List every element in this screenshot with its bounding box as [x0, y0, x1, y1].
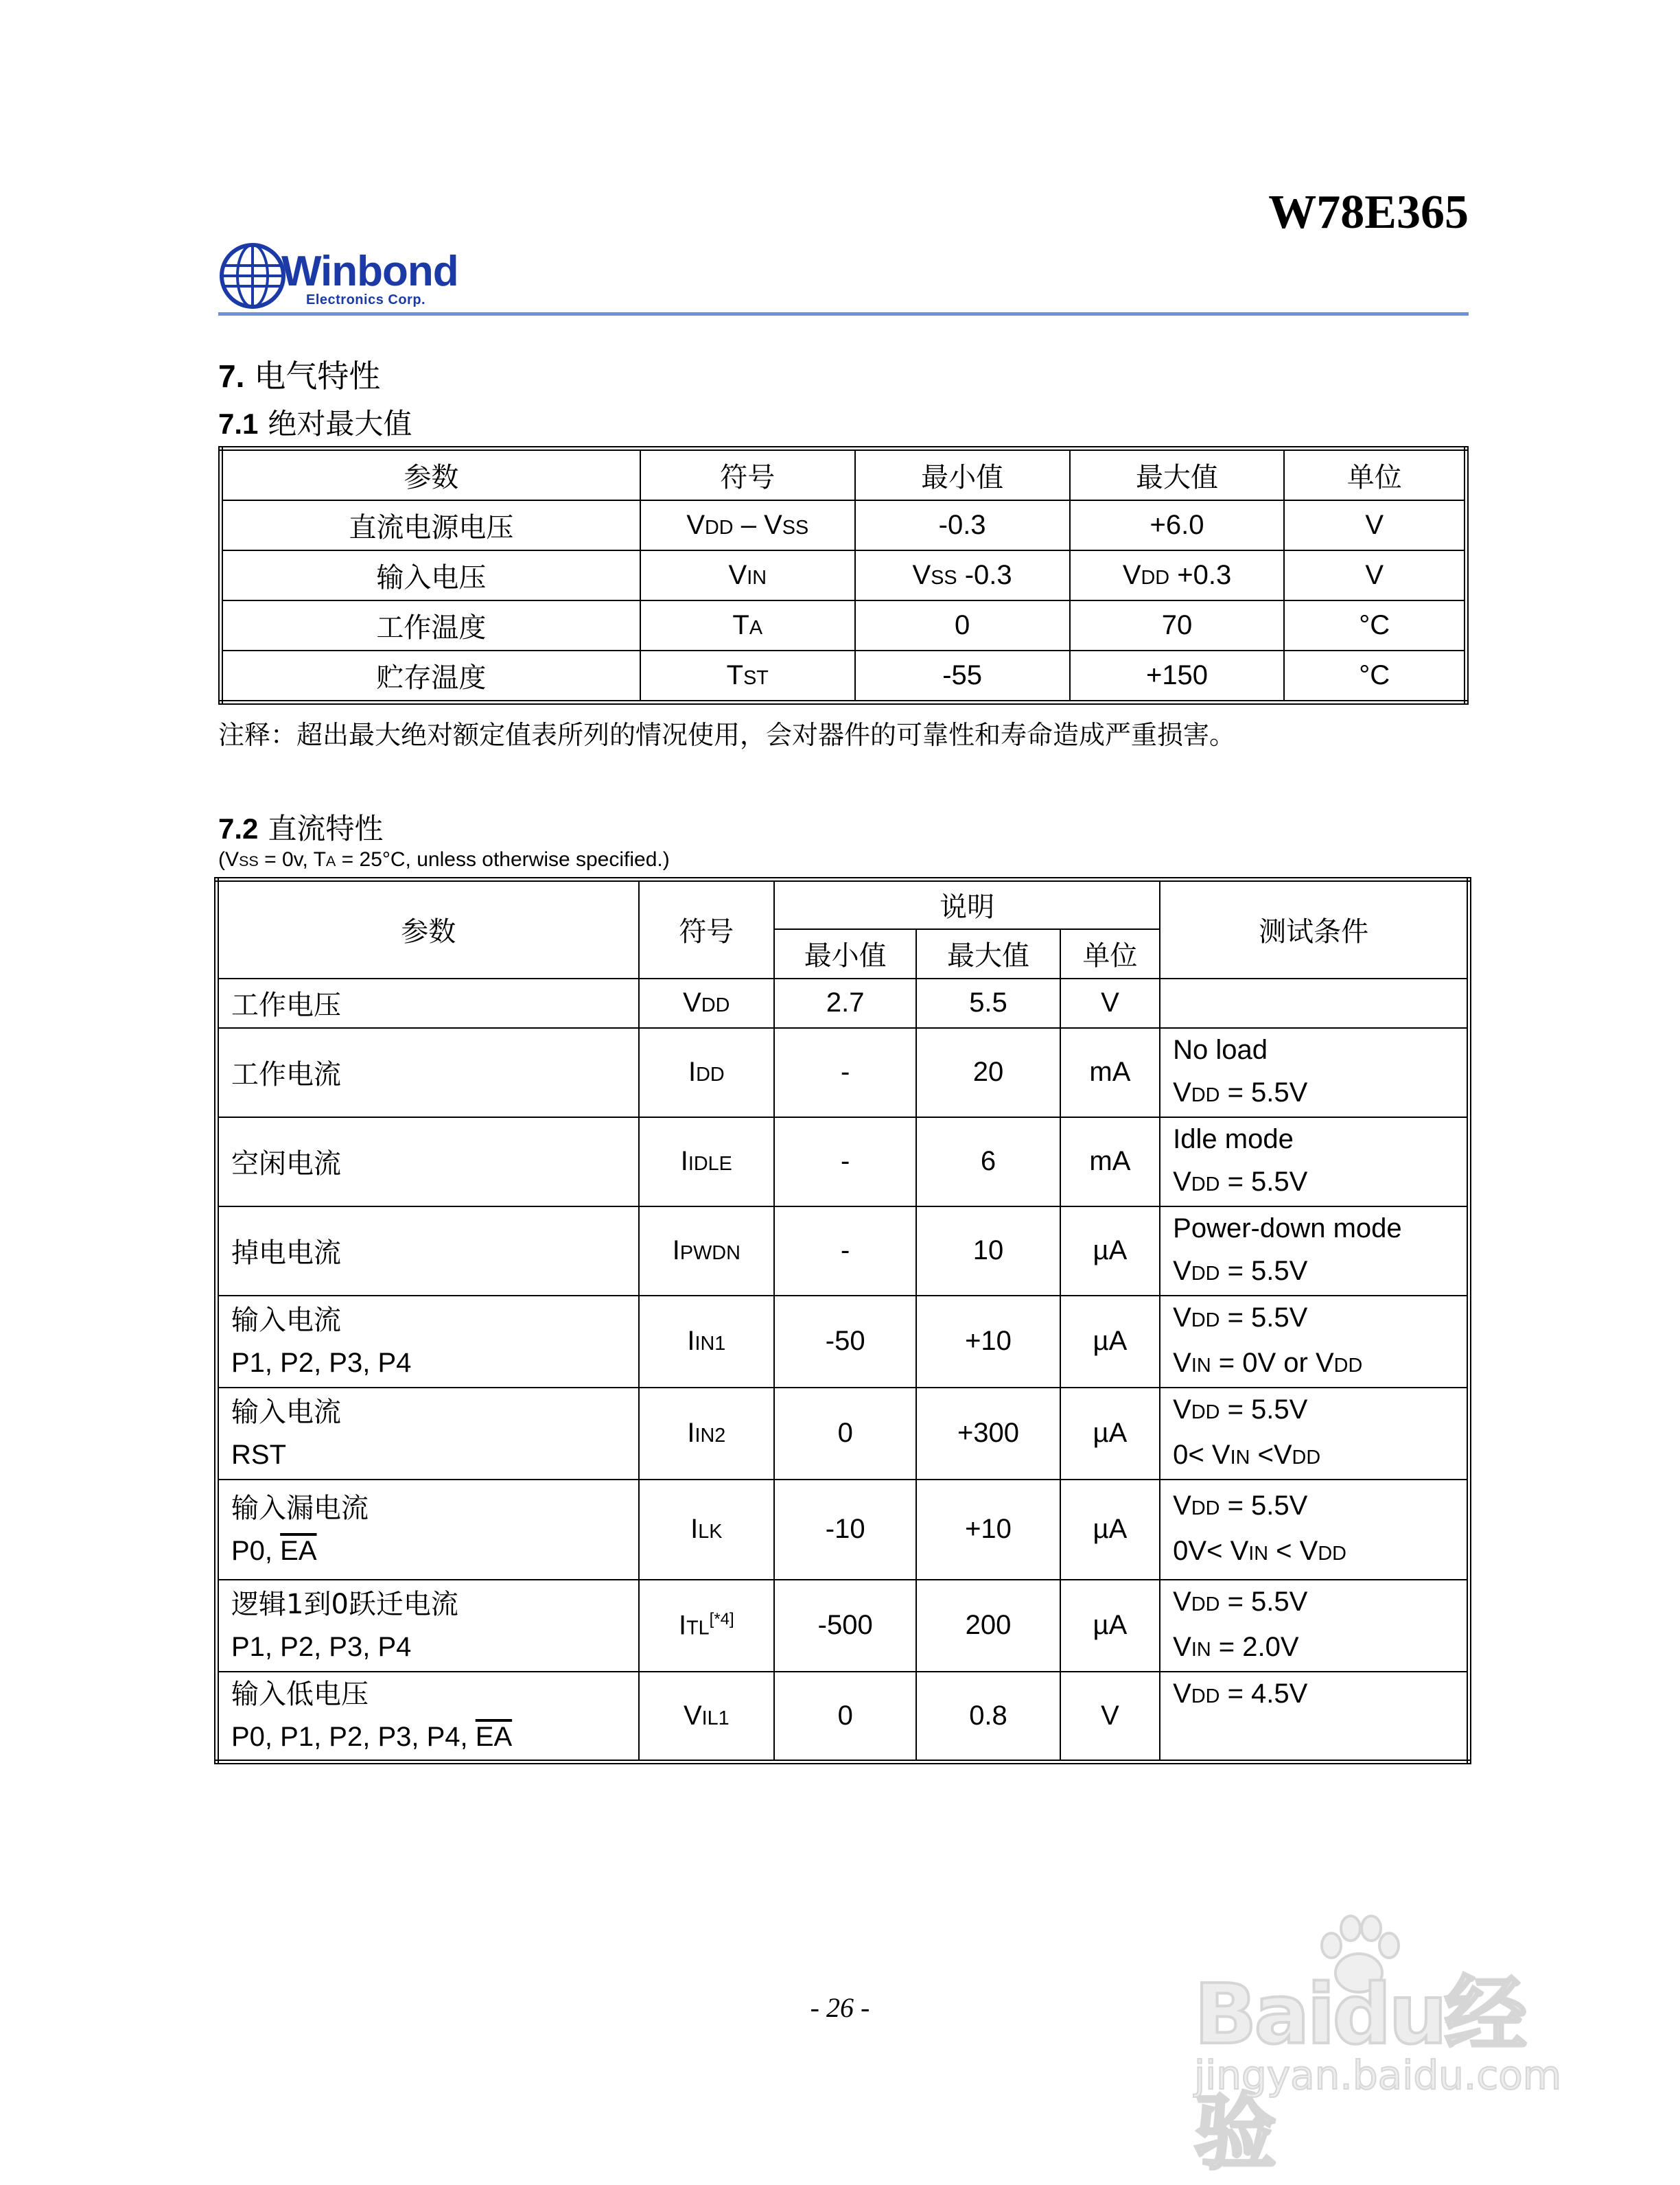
- min-cell: 2.7: [774, 979, 916, 1028]
- max-cell: 6: [916, 1117, 1060, 1206]
- max-cell: VDD +0.3: [1070, 550, 1285, 600]
- section-title: 电气特性: [254, 358, 381, 395]
- header-cell: 符号: [640, 449, 855, 501]
- test-cell: VDD = 5.5V VIN = 2.0V: [1160, 1580, 1469, 1672]
- max-cell: 5.5: [916, 979, 1060, 1028]
- table-row: [221, 600, 1467, 651]
- test-cell: No load VDD = 5.5V: [1160, 1028, 1469, 1117]
- min-cell: -500: [774, 1580, 916, 1672]
- param-cell: 输入电流 RST: [217, 1388, 639, 1480]
- watermark-url: jingyan.baidu.com: [1194, 2052, 1562, 2099]
- winbond-logo: [218, 240, 458, 312]
- min-cell: -10: [774, 1480, 916, 1580]
- logo-wordmark: Winbond: [281, 248, 458, 295]
- test-cell: VDD = 5.5V 0V< VIN < VDD: [1160, 1480, 1469, 1580]
- header-cell: 单位: [1284, 449, 1466, 501]
- min-cell: VSS -0.3: [855, 550, 1070, 600]
- table-note: 注释：超出最大绝对额定值表所列的情况使用，会对器件的可靠性和寿命造成严重损害。: [218, 720, 1236, 750]
- symbol-cell: VIN: [640, 550, 855, 600]
- param-cell: 输入低电压 P0, P1, P2, P3, P4, $\overline{EA}$: [217, 1672, 639, 1762]
- unit-cell: V: [1060, 979, 1160, 1028]
- max-cell: 20: [916, 1028, 1060, 1117]
- logo-subtitle: Electronics Corp.: [306, 292, 426, 307]
- table-header-row: [221, 449, 1467, 501]
- test-cell: Power-down mode VDD = 5.5V: [1160, 1206, 1469, 1296]
- table-row: [217, 979, 1469, 1028]
- test-cell: VDD = 4.5V: [1160, 1672, 1469, 1762]
- min-cell: -: [774, 1117, 916, 1206]
- symbol-cell: IDD: [639, 1028, 774, 1117]
- table-row: [217, 1580, 1469, 1672]
- section-title: 绝对最大值: [268, 407, 412, 441]
- symbol-cell: VDD – VSS: [640, 500, 855, 550]
- max-cell: 10: [916, 1206, 1060, 1296]
- table-row: [217, 1117, 1469, 1206]
- max-cell: +150: [1070, 651, 1285, 703]
- symbol-cell: IIN1: [639, 1296, 774, 1388]
- symbol-cell: VIL1: [639, 1672, 774, 1762]
- min-cell: 0: [774, 1388, 916, 1480]
- min-cell: -: [774, 1028, 916, 1117]
- section-number: 7.2: [218, 813, 259, 845]
- table-header-row: [217, 880, 1469, 929]
- table-row: [217, 1296, 1469, 1388]
- min-cell: -50: [774, 1296, 916, 1388]
- header-rule: [218, 312, 1469, 316]
- table-row: [217, 1480, 1469, 1580]
- table-row: [221, 550, 1467, 600]
- symbol-cell: IIDLE: [639, 1117, 774, 1206]
- table-row: [217, 1672, 1469, 1762]
- section-title: 直流特性: [268, 812, 384, 845]
- globe-icon: [218, 242, 287, 310]
- ea-overline: $\overline{EA}$: [475, 1722, 513, 1753]
- max-cell: +10: [916, 1296, 1060, 1388]
- symbol-cell: TA: [640, 600, 855, 651]
- unit-cell: V: [1060, 1672, 1160, 1762]
- unit-cell: µA: [1060, 1206, 1160, 1296]
- table-row: [217, 1388, 1469, 1480]
- unit-cell: °C: [1284, 651, 1466, 703]
- max-cell: +6.0: [1070, 500, 1285, 550]
- param-cell: 直流电源电压: [221, 500, 640, 550]
- header-cell: 参数: [217, 880, 639, 979]
- param-cell: 工作温度: [221, 600, 640, 651]
- min-cell: -0.3: [855, 500, 1070, 550]
- unit-cell: mA: [1060, 1117, 1160, 1206]
- param-cell: 输入电压: [221, 550, 640, 600]
- header-cell: 最大值: [1070, 449, 1285, 501]
- max-cell: +10: [916, 1480, 1060, 1580]
- min-cell: 0: [855, 600, 1070, 651]
- baidu-watermark: [1180, 1908, 1592, 2181]
- symbol-cell: IPWDN: [639, 1206, 774, 1296]
- param-cell: 工作电流: [217, 1028, 639, 1117]
- header-cell: 最小值: [774, 929, 916, 979]
- unit-cell: V: [1284, 500, 1466, 550]
- unit-cell: °C: [1284, 600, 1466, 651]
- table-row: [221, 500, 1467, 550]
- header-cell: 参数: [221, 449, 640, 501]
- watermark-text: Baidu经验: [1194, 1967, 1524, 2181]
- header-cell: 最大值: [916, 929, 1060, 979]
- page-number: - 26 -: [810, 1992, 870, 2023]
- ea-overline: $\overline{EA}$: [280, 1535, 317, 1566]
- test-cell: Idle mode VDD = 5.5V: [1160, 1117, 1469, 1206]
- header-cell: 单位: [1060, 929, 1160, 979]
- table-row: [217, 1028, 1469, 1117]
- max-cell: 0.8: [916, 1672, 1060, 1762]
- document-title: W78E365: [1268, 186, 1469, 239]
- max-cell: +300: [916, 1388, 1060, 1480]
- max-cell: 200: [916, 1580, 1060, 1672]
- param-cell: 输入电流 P1, P2, P3, P4: [217, 1296, 639, 1388]
- header-cell: 最小值: [855, 449, 1070, 501]
- test-cell: VDD = 5.5V VIN = 0V or VDD: [1160, 1296, 1469, 1388]
- table-row: [221, 651, 1467, 703]
- min-cell: -: [774, 1206, 916, 1296]
- test-cell: [1160, 979, 1469, 1028]
- header-cell: 测试条件: [1160, 880, 1469, 979]
- test-conditions-note: (VSS = 0v, TA = 25°C, unless otherwise specified.): [218, 848, 670, 871]
- min-cell: -55: [855, 651, 1070, 703]
- symbol-cell: ILK: [639, 1480, 774, 1580]
- section-7-1-heading: [218, 401, 412, 443]
- header-cell: 符号: [639, 880, 774, 979]
- section-number: 7.: [218, 358, 245, 394]
- section-7-heading: [218, 351, 380, 397]
- unit-cell: mA: [1060, 1028, 1160, 1117]
- param-cell: 贮存温度: [221, 651, 640, 703]
- absolute-max-table: [218, 446, 1469, 705]
- test-cell: VDD = 5.5V 0< VIN <VDD: [1160, 1388, 1469, 1480]
- unit-cell: µA: [1060, 1480, 1160, 1580]
- symbol-cell: ITL[*4]: [639, 1580, 774, 1672]
- max-cell: 70: [1070, 600, 1285, 651]
- unit-cell: µA: [1060, 1296, 1160, 1388]
- header-cell: 说明: [774, 880, 1160, 929]
- symbol-cell: TST: [640, 651, 855, 703]
- section-number: 7.1: [218, 408, 259, 440]
- section-7-2-heading: [218, 806, 383, 848]
- unit-cell: µA: [1060, 1388, 1160, 1480]
- param-cell: 空闲电流: [217, 1117, 639, 1206]
- unit-cell: µA: [1060, 1580, 1160, 1672]
- param-cell: 逻辑1到0跃迁电流 P1, P2, P3, P4: [217, 1580, 639, 1672]
- symbol-cell: VDD: [639, 979, 774, 1028]
- table-row: [217, 1206, 1469, 1296]
- unit-cell: V: [1284, 550, 1466, 600]
- param-cell: 输入漏电流 P0, $\overline{EA}$: [217, 1480, 639, 1580]
- dc-characteristics-table: [214, 877, 1471, 1764]
- min-cell: 0: [774, 1672, 916, 1762]
- symbol-cell: IIN2: [639, 1388, 774, 1480]
- param-cell: 掉电电流: [217, 1206, 639, 1296]
- param-cell: 工作电压: [217, 979, 639, 1028]
